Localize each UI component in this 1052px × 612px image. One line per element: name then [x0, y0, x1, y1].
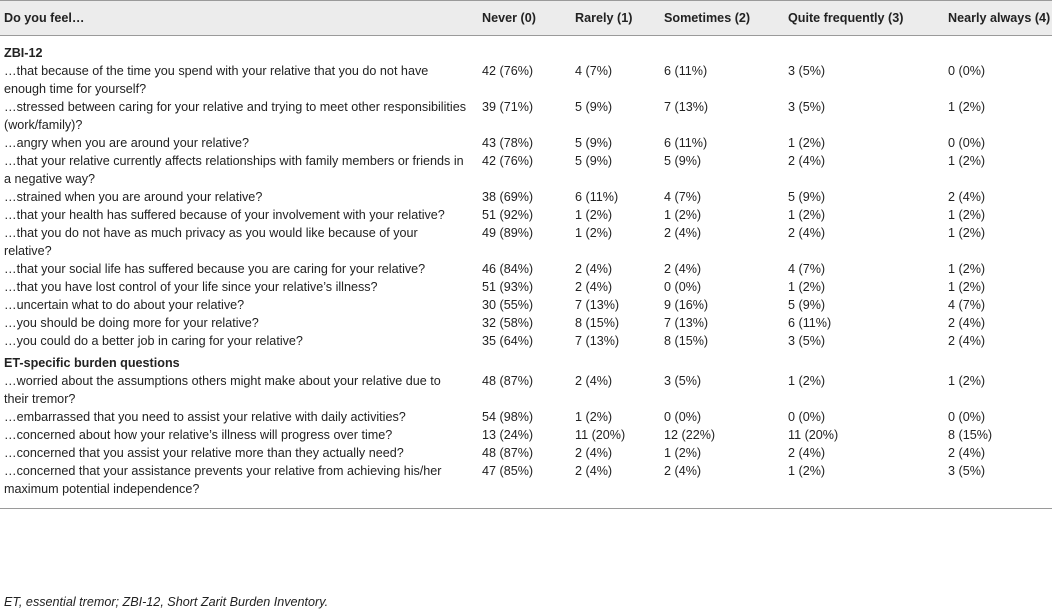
value-cell-quite-frequently: 4 (7%) — [788, 262, 826, 276]
header-nearly-always: Nearly always (4) — [948, 11, 1051, 25]
header-quite-frequently: Quite frequently (3) — [788, 11, 904, 25]
value-cell-sometimes: 8 (15%) — [664, 334, 709, 348]
table-row — [0, 408, 1052, 426]
value-cell-rarely: 1 (2%) — [575, 208, 613, 222]
table-row — [0, 296, 1052, 314]
question-cell: …that your social life has suffered because you are caring for your relative? — [4, 262, 426, 276]
table-row — [0, 444, 1052, 462]
question-cell: …that you have lost control of your life since your relative’s illness? — [4, 280, 378, 294]
question-cell: …worried about the assumptions others might make about your relative due to their tremor? — [4, 374, 441, 406]
value-cell-rarely: 7 (13%) — [575, 298, 620, 312]
section-title: ET-specific burden questions — [4, 356, 180, 370]
question-cell: …you could do a better job in caring for your relative? — [4, 334, 303, 348]
value-cell-quite-frequently: 3 (5%) — [788, 334, 826, 348]
value-cell-quite-frequently: 1 (2%) — [788, 280, 826, 294]
value-cell-rarely: 6 (11%) — [575, 190, 619, 204]
value-cell-nearly-always: 1 (2%) — [948, 262, 986, 276]
table-row — [0, 372, 1052, 408]
value-cell-rarely: 1 (2%) — [575, 410, 613, 424]
table-row — [0, 278, 1052, 296]
header-sometimes: Sometimes (2) — [664, 11, 751, 25]
value-cell-rarely: 8 (15%) — [575, 316, 620, 330]
table-row — [0, 206, 1052, 224]
section-row — [0, 350, 1052, 372]
question-cell: …strained when you are around your relative? — [4, 190, 263, 204]
value-cell-never: 48 (87%) — [482, 374, 534, 388]
value-cell-sometimes: 1 (2%) — [664, 446, 702, 460]
value-cell-nearly-always: 0 (0%) — [948, 64, 986, 78]
value-cell-sometimes: 3 (5%) — [664, 374, 702, 388]
value-cell-sometimes: 9 (16%) — [664, 298, 709, 312]
value-cell-sometimes: 1 (2%) — [664, 208, 702, 222]
value-cell-rarely: 7 (13%) — [575, 334, 620, 348]
value-cell-sometimes: 6 (11%) — [664, 64, 708, 78]
question-cell: …that you do not have as much privacy as you would like because of your relative? — [4, 226, 418, 258]
value-cell-nearly-always: 2 (4%) — [948, 190, 986, 204]
value-cell-quite-frequently: 3 (5%) — [788, 64, 826, 78]
value-cell-never: 35 (64%) — [482, 334, 534, 348]
value-cell-never: 32 (58%) — [482, 316, 534, 330]
header-never: Never (0) — [482, 11, 536, 25]
value-cell-nearly-always: 1 (2%) — [948, 280, 986, 294]
question-cell: …concerned that your assistance prevents your relative from achieving his/her maximum potential independence? — [4, 464, 442, 496]
value-cell-never: 30 (55%) — [482, 298, 534, 312]
question-cell: …that your relative currently affects relationships with family members or friends in a negative way? — [4, 154, 464, 186]
question-cell: …uncertain what to do about your relative? — [4, 298, 245, 312]
value-cell-quite-frequently: 1 (2%) — [788, 464, 826, 478]
value-cell-nearly-always: 4 (7%) — [948, 298, 986, 312]
value-cell-rarely: 4 (7%) — [575, 64, 613, 78]
header-rarely: Rarely (1) — [575, 11, 633, 25]
question-cell: …that your health has suffered because of your involvement with your relative? — [4, 208, 445, 222]
value-cell-never: 38 (69%) — [482, 190, 534, 204]
value-cell-quite-frequently: 1 (2%) — [788, 208, 826, 222]
value-cell-quite-frequently: 5 (9%) — [788, 298, 826, 312]
value-cell-sometimes: 5 (9%) — [664, 154, 702, 168]
question-cell: …embarrassed that you need to assist your relative with daily activities? — [4, 410, 406, 424]
value-cell-never: 13 (24%) — [482, 428, 534, 442]
value-cell-quite-frequently: 1 (2%) — [788, 136, 826, 150]
value-cell-quite-frequently: 6 (11%) — [788, 316, 832, 330]
section-row — [0, 36, 1052, 63]
value-cell-nearly-always: 2 (4%) — [948, 446, 986, 460]
value-cell-nearly-always: 1 (2%) — [948, 154, 986, 168]
value-cell-nearly-always: 2 (4%) — [948, 334, 986, 348]
value-cell-rarely: 2 (4%) — [575, 262, 613, 276]
value-cell-rarely: 5 (9%) — [575, 100, 613, 114]
table-header — [0, 1, 1052, 36]
value-cell-never: 49 (89%) — [482, 226, 534, 240]
question-cell: …that because of the time you spend with your relative that you do not have enough time for yourself? — [4, 64, 429, 96]
value-cell-rarely: 11 (20%) — [575, 428, 626, 442]
value-cell-rarely: 5 (9%) — [575, 154, 613, 168]
value-cell-nearly-always: 1 (2%) — [948, 100, 986, 114]
value-cell-rarely: 1 (2%) — [575, 226, 613, 240]
value-cell-never: 46 (84%) — [482, 262, 534, 276]
value-cell-sometimes: 2 (4%) — [664, 226, 702, 240]
table-row — [0, 224, 1052, 260]
value-cell-never: 51 (92%) — [482, 208, 534, 222]
value-cell-nearly-always: 3 (5%) — [948, 464, 986, 478]
table-row — [0, 98, 1052, 134]
value-cell-sometimes: 0 (0%) — [664, 280, 702, 294]
question-cell: …concerned that you assist your relative more than they actually need? — [4, 446, 404, 460]
value-cell-rarely: 5 (9%) — [575, 136, 613, 150]
table-row — [0, 332, 1052, 350]
value-cell-never: 54 (98%) — [482, 410, 534, 424]
value-cell-sometimes: 7 (13%) — [664, 100, 709, 114]
value-cell-quite-frequently: 2 (4%) — [788, 154, 826, 168]
section-title: ZBI-12 — [4, 46, 43, 60]
value-cell-never: 43 (78%) — [482, 136, 534, 150]
table-row — [0, 134, 1052, 152]
value-cell-sometimes: 7 (13%) — [664, 316, 709, 330]
table-row — [0, 152, 1052, 188]
value-cell-quite-frequently: 1 (2%) — [788, 374, 826, 388]
value-cell-nearly-always: 1 (2%) — [948, 226, 986, 240]
table-body — [0, 36, 1052, 509]
question-cell: …angry when you are around your relative? — [4, 136, 250, 150]
value-cell-nearly-always: 1 (2%) — [948, 374, 986, 388]
value-cell-sometimes: 2 (4%) — [664, 262, 702, 276]
value-cell-never: 51 (93%) — [482, 280, 534, 294]
value-cell-nearly-always: 2 (4%) — [948, 316, 986, 330]
table-footnote: ET, essential tremor; ZBI-12, Short Zarit Burden Inventory. — [4, 595, 329, 609]
value-cell-sometimes: 0 (0%) — [664, 410, 702, 424]
value-cell-sometimes: 6 (11%) — [664, 136, 708, 150]
value-cell-never: 48 (87%) — [482, 446, 534, 460]
value-cell-rarely: 2 (4%) — [575, 374, 613, 388]
value-cell-never: 42 (76%) — [482, 154, 534, 168]
value-cell-quite-frequently: 2 (4%) — [788, 226, 826, 240]
value-cell-quite-frequently: 5 (9%) — [788, 190, 826, 204]
value-cell-nearly-always: 0 (0%) — [948, 136, 986, 150]
value-cell-never: 42 (76%) — [482, 64, 534, 78]
value-cell-nearly-always: 0 (0%) — [948, 410, 986, 424]
question-cell: …you should be doing more for your relative? — [4, 316, 259, 330]
value-cell-nearly-always: 1 (2%) — [948, 208, 986, 222]
header-row — [0, 1, 1052, 36]
value-cell-rarely: 2 (4%) — [575, 446, 613, 460]
value-cell-sometimes: 2 (4%) — [664, 464, 702, 478]
value-cell-sometimes: 4 (7%) — [664, 190, 702, 204]
value-cell-quite-frequently: 2 (4%) — [788, 446, 826, 460]
question-cell: …concerned about how your relative’s illness will progress over time? — [4, 428, 393, 442]
value-cell-never: 47 (85%) — [482, 464, 534, 478]
question-cell: …stressed between caring for your relative and trying to meet other responsibilities (work/family)? — [4, 100, 466, 132]
value-cell-quite-frequently: 3 (5%) — [788, 100, 826, 114]
table-row — [0, 260, 1052, 278]
value-cell-rarely: 2 (4%) — [575, 280, 613, 294]
value-cell-sometimes: 12 (22%) — [664, 428, 716, 442]
value-cell-never: 39 (71%) — [482, 100, 534, 114]
value-cell-quite-frequently: 0 (0%) — [788, 410, 826, 424]
header-question: Do you feel… — [4, 11, 85, 25]
table-row — [0, 462, 1052, 509]
table-row — [0, 62, 1052, 98]
value-cell-quite-frequently: 11 (20%) — [788, 428, 839, 442]
table-row — [0, 426, 1052, 444]
table-row — [0, 188, 1052, 206]
table-row — [0, 314, 1052, 332]
value-cell-rarely: 2 (4%) — [575, 464, 613, 478]
value-cell-nearly-always: 8 (15%) — [948, 428, 993, 442]
